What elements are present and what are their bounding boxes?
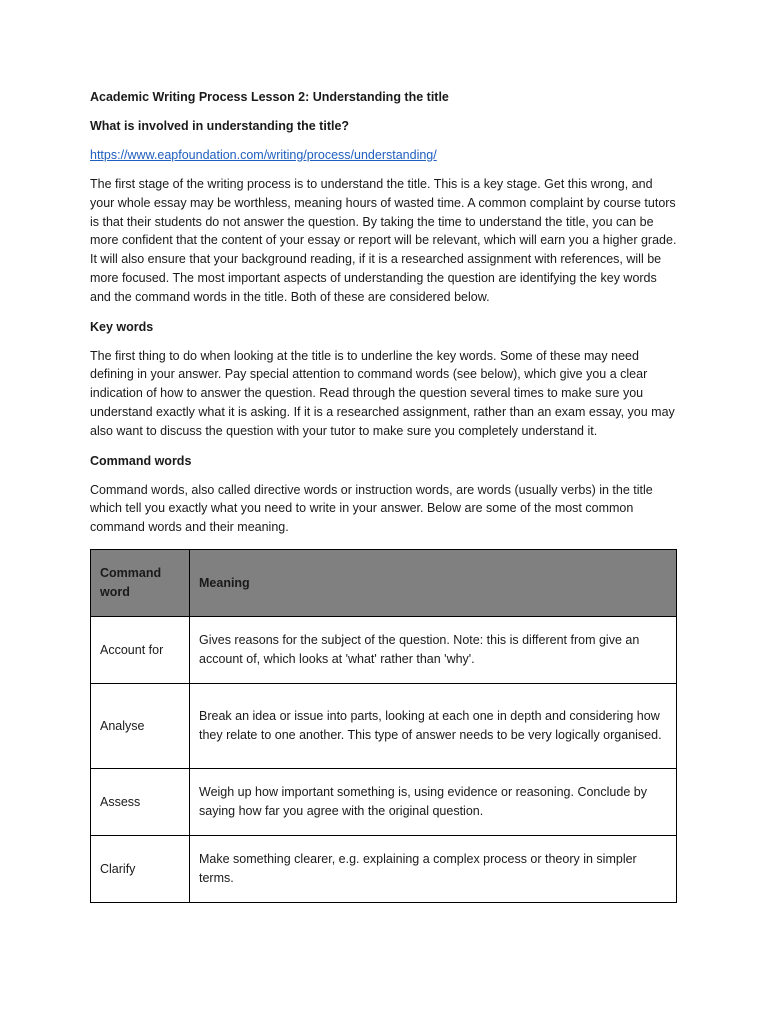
command-word-cell: Analyse: [91, 683, 190, 768]
table-header-row: [91, 549, 677, 616]
meaning-cell: Gives reasons for the subject of the question. Note: this is different from give an account of, which looks at 'what' rather than 'why'.: [190, 616, 677, 683]
intro-paragraph: The first stage of the writing process is to understand the title. This is a key stage. Get this wrong, and your whole essay may be worthless, meaning hours of wasted time. A common complaint by course tutors is that their students do not answer the question. By taking the time to understand the title, you can be more confident that the content of your essay or report will be relevant, which will earn you a higher grade. It will also ensure that your background reading, if it is a researched assignment with references, will be more focused. The most important aspects of understanding the question are identifying the key words and the command words in the title. Both of these are considered below.: [90, 177, 677, 304]
command-word-cell: Assess: [91, 768, 190, 835]
table-row: [91, 835, 677, 902]
command-words-heading: Command words: [90, 453, 192, 468]
key-words-heading: Key words: [90, 319, 154, 334]
table-row: [91, 683, 677, 768]
command-words-paragraph: Command words, also called directive words or instruction words, are words (usually verbs) in the title which tell you exactly what you need to write in your answer. Below are some of the most common command words and their meaning.: [90, 482, 653, 535]
table-row: [91, 616, 677, 683]
meaning-cell: Break an idea or issue into parts, looking at each one in depth and considering how they relate to one another. This type of answer needs to be very logically organised.: [190, 683, 677, 768]
key-words-paragraph: The first thing to do when looking at the title is to underline the key words. Some of these may need defining in your answer. Pay special attention to command words (see below), which give you a clear indication of how to answer the question. Read through the question several times to make sure you understand exactly what it is asking. If it is a researched assignment, rather than an exam essay, you may also want to discuss the question with your tutor to make sure you completely understand it.: [90, 348, 675, 438]
question-heading: What is involved in understanding the title?: [90, 119, 350, 133]
table-row: [91, 768, 677, 835]
document-page: [90, 88, 680, 903]
command-word-cell: Account for: [91, 616, 190, 683]
header-command-word: Command word: [91, 549, 190, 616]
command-word-cell: Clarify: [91, 835, 190, 902]
document-title: Academic Writing Process Lesson 2: Understanding the title: [90, 90, 449, 104]
command-words-table: [90, 549, 677, 903]
meaning-cell: Make something clearer, e.g. explaining a complex process or theory in simpler terms.: [190, 835, 677, 902]
meaning-cell: Weigh up how important something is, using evidence or reasoning. Conclude by saying how far you agree with the original question.: [190, 768, 677, 835]
header-meaning: Meaning: [190, 549, 677, 616]
source-link[interactable]: https://www.eapfoundation.com/writing/process/understanding/: [90, 148, 437, 162]
